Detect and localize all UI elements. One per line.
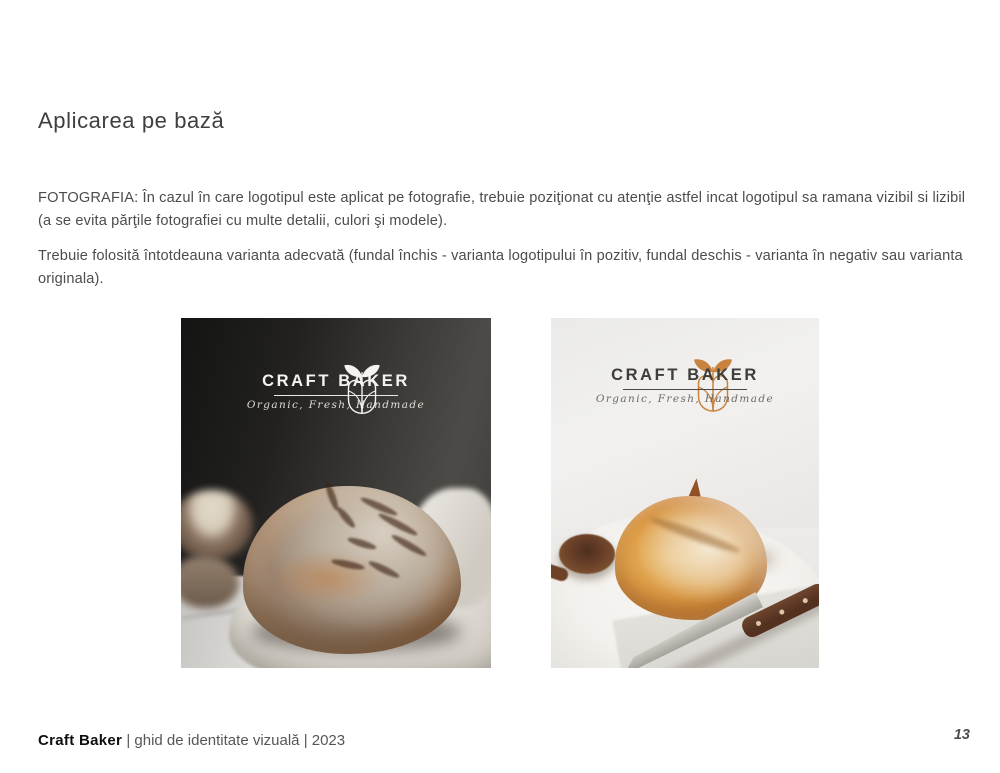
page-number: 13 (953, 727, 970, 743)
craft-baker-logo-positive (181, 348, 491, 411)
knife-rivet (755, 620, 762, 627)
knife-rivet (802, 597, 809, 604)
logo-wordmark: CRAFT BAKER (262, 372, 410, 390)
blurred-bowl (181, 490, 253, 560)
footer (38, 732, 345, 749)
body-paragraph-fotografia: FOTOGRAFIA: În cazul în care logotipul este aplicat pe fotografie, trebuie poziţionat cu atenţie astfel incat logotipul sa ramana vizibil si lizibil (a se evita părţile fotografiei cu multe detalii, culori şi modele). (38, 190, 966, 229)
crust-highlight (267, 550, 387, 606)
logo-tagline: Organic, Fresh, Handmade (595, 393, 775, 406)
page-title: Aplicarea pe bază (38, 108, 225, 133)
logo-tagline: Organic, Fresh, Handmade (246, 399, 426, 412)
knife-rivet (779, 609, 786, 616)
footer-brand: Craft Baker (38, 732, 123, 749)
logo-divider-line (623, 389, 747, 390)
body-paragraph-varianta: Trebuie folosită întotdeauna varianta adecvată (fundal închis - varianta logotipului în pozitiv, fundal deschis - varianta în negativ sau varianta originala). (38, 248, 963, 287)
photo-dark-background (181, 318, 491, 668)
blurred-bread-piece (181, 556, 239, 608)
logo-wordmark: CRAFT BAKER (611, 366, 759, 384)
photo-light-background (551, 318, 819, 668)
logo-divider-line (274, 395, 398, 396)
footer-meta: | ghid de identitate vizuală | 2023 (122, 732, 346, 749)
craft-baker-logo-original (551, 342, 819, 405)
wooden-spoon (559, 534, 615, 574)
